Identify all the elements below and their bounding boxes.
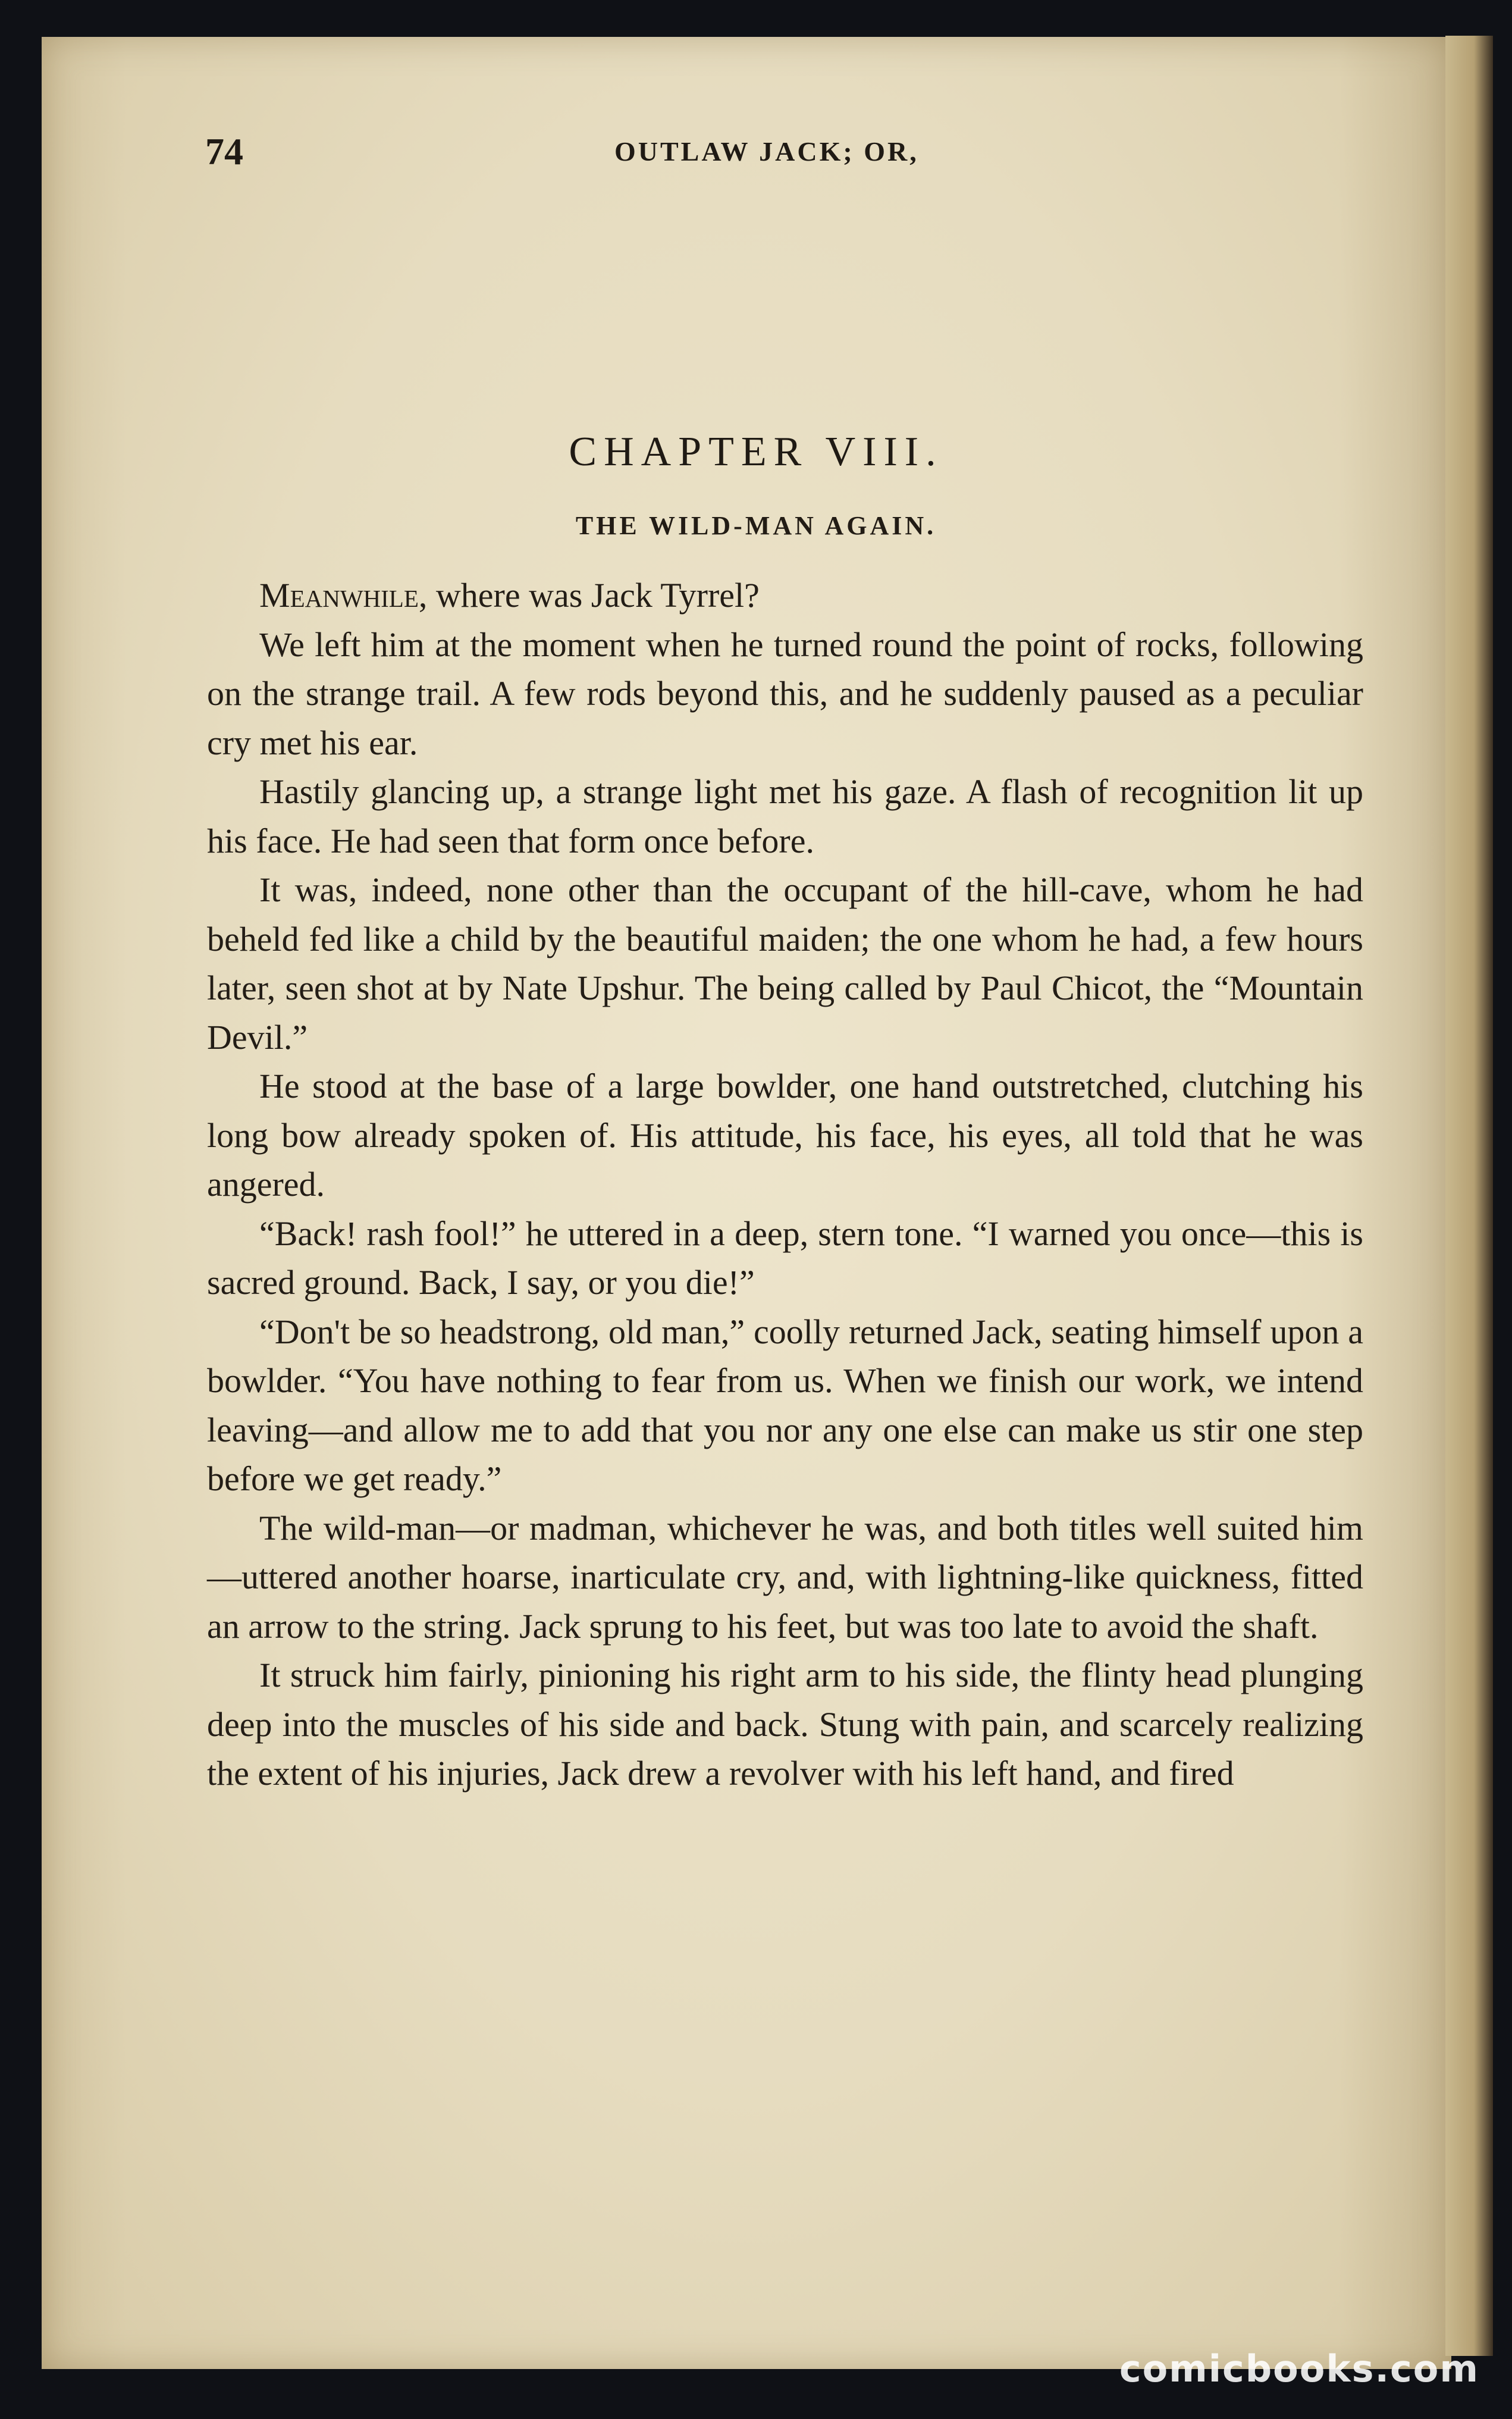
page-edge [1445,36,1493,2356]
running-head: OUTLAW JACK; OR, [614,136,919,167]
paragraph-lead: Meanwhile, [259,576,428,615]
paragraph: “Back! rash fool!” he uttered in a deep, stern tone. “I warned you once—this is sacred ground. Back, I say, or you die!” [207,1214,1363,1302]
chapter-subtitle: THE WILD-MAN AGAIN. [575,511,937,540]
chapter-title: CHAPTER VIII. [569,429,943,475]
paragraph: Hastily glancing up, a strange light met his gaze. A flash of recognition lit up his face. He had seen that form once before. [207,772,1363,860]
page-number: 74 [205,130,243,173]
paragraph: The wild-man—or madman, whichever he was, and both titles well suited him—uttered another hoarse, inarticulate cry, and, with lightning-like quickness, fitted an arrow to the string. Jack sprung to his feet, but was too late to avoid the shaft. [207,1508,1363,1646]
paragraph: We left him at the moment when he turned round the point of rocks, following on the strange trail. A few rods beyond this, and he suddenly paused as a peculiar cry met his ear. [207,625,1363,762]
body-text [207,571,1363,1798]
paragraph: “Don't be so headstrong, old man,” coolly returned Jack, seating himself upon a bowlder. “You have nothing to fear from us. When we finish our work, we intend leaving—and allow me to add that you nor any one else can make us stir one step before we get ready.” [207,1312,1363,1498]
watermark: comicbooks.com [1119,2347,1479,2390]
paragraph: It struck him fairly, pinioning his right arm to his side, the flinty head plunging deep into the muscles of his side and back. Stung with pain, and scarcely realizing the extent of his injuries, Jack drew a revolver with his left hand, and fired [207,1656,1363,1793]
paragraph-text: where was Jack Tyrrel? [427,576,760,615]
paragraph: It was, indeed, none other than the occupant of the hill-cave, whom he had beheld fed like a child by the beautiful maiden; the one whom he had, a few hours later, seen shot at by Nate Upshur. The being called by Paul Chicot, the “Mountain Devil.” [207,870,1363,1057]
page-header [205,130,1425,183]
paragraph: He stood at the base of a large bowlder, one hand outstretched, clutching his long bow already spoken of. His attitude, his face, his eyes, all told that he was angered. [207,1067,1363,1204]
paragraph [207,571,1363,621]
